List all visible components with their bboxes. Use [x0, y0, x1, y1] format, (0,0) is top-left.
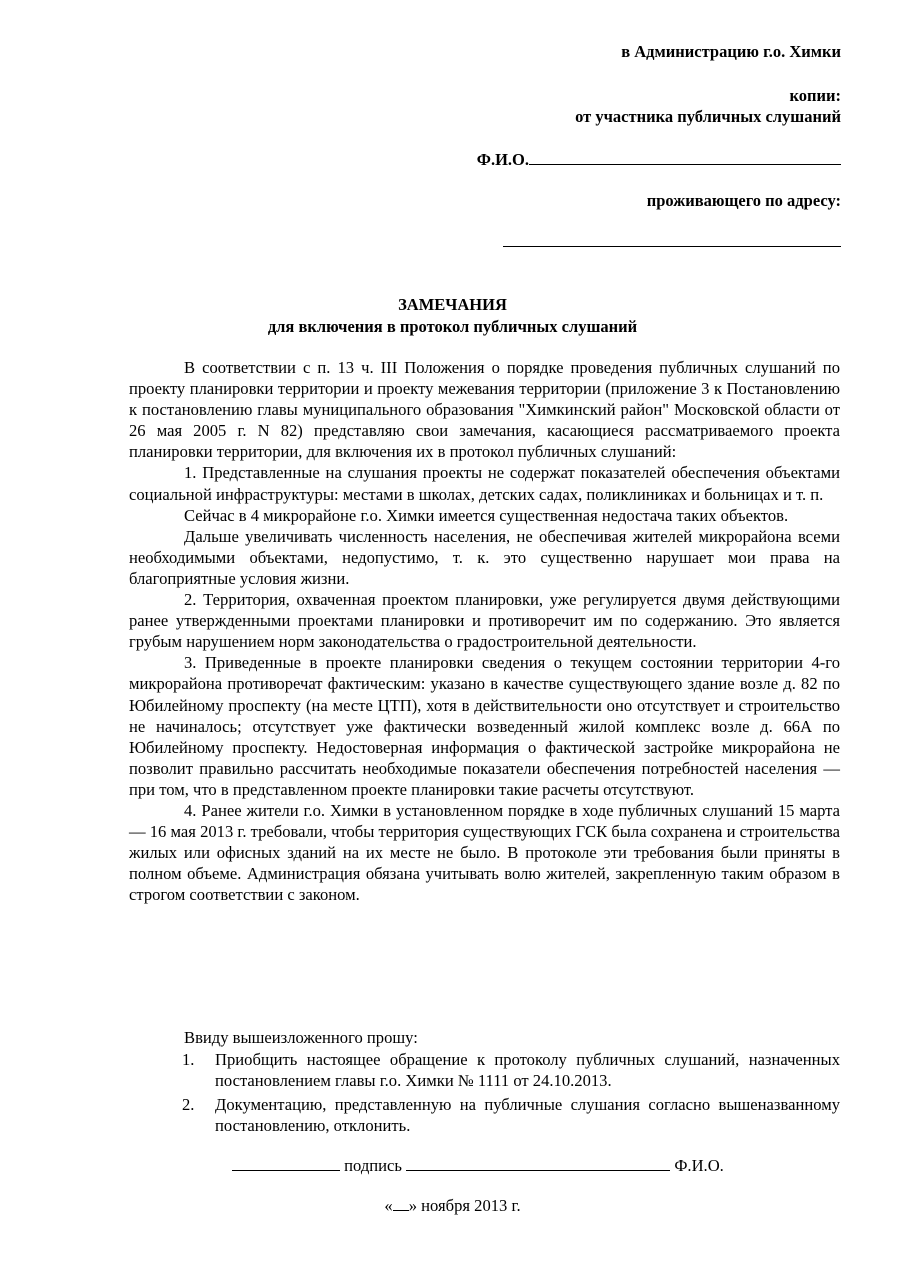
day-blank [393, 1196, 409, 1211]
body-paragraph-point-4: 4. Ранее жители г.о. Химки в установленном порядке в ходе публичных слушаний 15 марта — 16 мая 2013 г. требовали, чтобы территория существующих ГСК была сохранена и строительства жилых или офисных зданий на их месте не было. В протоколе эти требования были приняты в полном объеме. Администрация обязана учитывать волю жителей, закрепленную таким образом в строгом соответствии с законом. [129, 800, 840, 905]
document-title: ЗАМЕЧАНИЯ [398, 295, 507, 314]
signature-blank [232, 1156, 340, 1171]
addressee: в Администрацию г.о. Химки [621, 42, 841, 61]
request-item-number: 1. [182, 1050, 195, 1069]
body-paragraph-point-1-cont2: Дальше увеличивать численность населения, не обеспечивая жителей микрорайона всеми необходимыми объектами, недопустимо, т. к. это существенно нарушает мои права на благоприятные условия жизни. [129, 526, 840, 588]
body-paragraph-point-2: 2. Территория, охваченная проектом планировки, уже регулируется двумя действующими ранее утвержденными проектами планировки и противоречит им по содержанию. Это является грубым нарушением норм законодательства о градостроительной деятельности. [129, 590, 840, 652]
sender-fio-blank [529, 149, 841, 165]
document-date [0, 1196, 905, 1216]
body-paragraph-point-3: 3. Приведенные в проекте планировки сведения о текущем состоянии территории 4-го микрорайона противоречат фактическим: указано в качестве существующего здание возле д. 82 по Юбилейному проспекту (на месте ЦТП), хотя в действительности оно отсутствует и строительство не начиналось; отсутствует уже фактически возведенный жилой комплекс возле д. 66А по Юбилейному проспекту. Недостоверная информация о фактической застройке микрорайона не позволит правильно рассчитать необходимые показатели обеспечения потребностей населения — при том, что в представленном проекте планировки такие расчеты отсутствуют. [129, 653, 840, 799]
date-close-quote: » [408, 1196, 417, 1215]
sender-fio-label: Ф.И.О. [476, 150, 529, 169]
request-item-text: Приобщить настоящее обращение к протоколу публичных слушаний, назначенных постановлением главы г.о. Химки № 1111 от 24.10.2013. [215, 1050, 840, 1091]
sender-line: от участника публичных слушаний [575, 107, 841, 126]
fio-blank [406, 1156, 670, 1171]
request-item [129, 1049, 840, 1091]
document-subtitle: для включения в протокол публичных слушаний [267, 317, 638, 336]
request-intro: Ввиду вышеизложенного прошу: [184, 1028, 418, 1047]
date-open-quote: « [384, 1196, 393, 1215]
address-label: проживающего по адресу: [646, 191, 841, 210]
request-item-number: 2. [182, 1095, 195, 1115]
request-list [129, 1049, 840, 1139]
date-month-year: ноября 2013 г. [421, 1196, 521, 1215]
signature-label: подпись [344, 1156, 402, 1175]
body-paragraph-point-1: 1. Представленные на слушания проекты не содержат показателей обеспечения объектами социальной инфраструктуры: местами в школах, детских садах, поликлиниках и больницах и т. п. [129, 463, 840, 504]
document-body [129, 357, 840, 905]
body-paragraph-intro: В соответствии с п. 13 ч. III Положения о порядке проведения публичных слушаний по проекту планировки территории и проекту межевания территории (приложение 3 к Постановлению к постановлению главы муниципального образования "Химкинский район" Московской области от 26 мая 2005 г. N 82) представляю свои замечания, касающиеся рассматриваемого проекта планировки территории, для включения их в протокол публичных слушаний: [129, 358, 840, 462]
request-item-text: Документацию, представленную на публичные слушания согласно вышеназванному постановлению, отклонить. [215, 1095, 840, 1136]
sender-fio [477, 149, 841, 170]
request-item [129, 1094, 840, 1136]
signature-line [232, 1156, 724, 1176]
address-blank [503, 246, 841, 247]
copies-label: копии: [789, 86, 841, 105]
body-paragraph-point-1-cont: Сейчас в 4 микрорайоне г.о. Химки имеется существенная недостача таких объектов. [184, 505, 789, 525]
signature-fio-label: Ф.И.О. [674, 1156, 724, 1175]
